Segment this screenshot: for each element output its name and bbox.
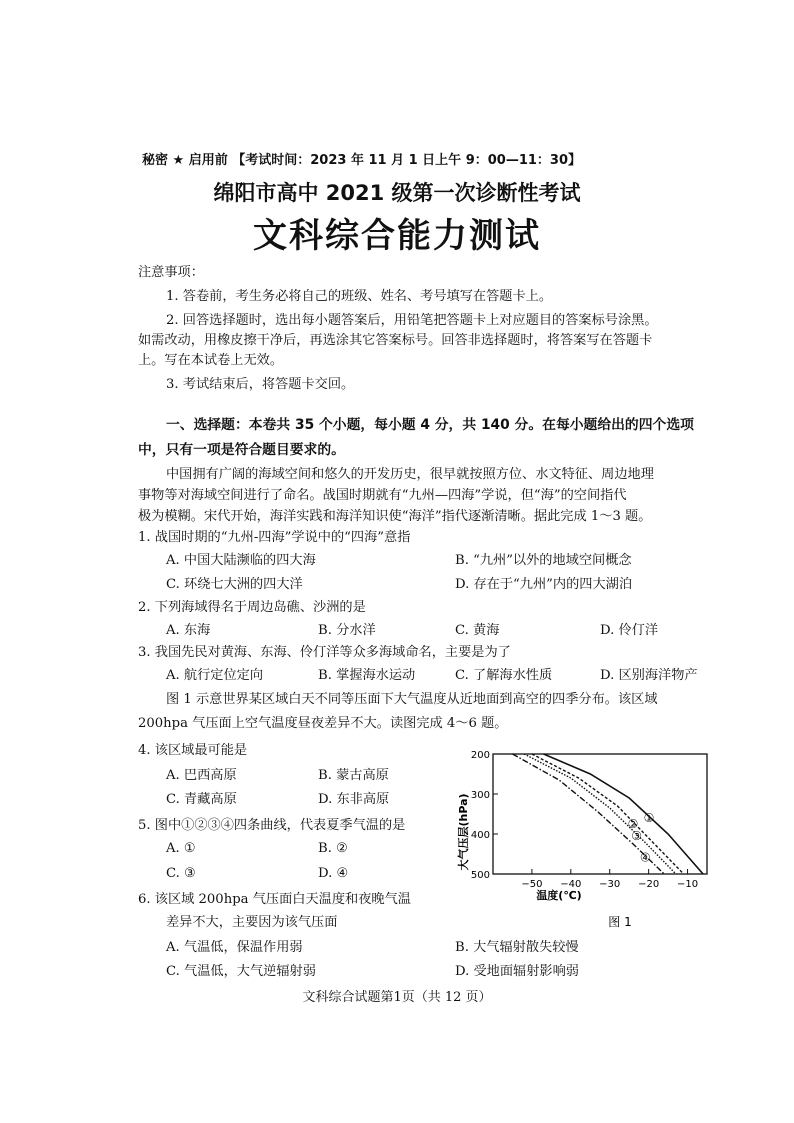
q1-option-a: A. 中国大陆濒临的四大海 [166,553,316,568]
notice-item-2-line-3: 上。写在本试卷上无效。 [138,353,284,368]
q4-option-c: C. 青藏高原 [166,792,237,807]
exam-name: 绵阳市高中 2021 级第一次诊断性考试 [213,181,581,205]
series-line-2 [532,754,684,874]
secret-line: 秘密 ★ 启用前 【考试时间：2023 年 11 月 1 日上午 9：00—11：30】 [142,153,582,168]
q4-stem: 4. 该区域最可能是 [138,743,248,758]
q3-stem: 3. 我国先民对黄海、东海、伶仃洋等众多海域命名，主要是为了 [138,645,511,660]
x-tick-label: −50 [521,879,543,890]
figure-1-chart [455,744,715,934]
q6-stem-line-1: 6. 该区域 200hpa 气压面白天温度和夜晚气温 [138,892,411,907]
q1-option-b: B. “九州”以外的地域空间概念 [455,553,632,568]
q5-option-c: C. ③ [166,866,196,881]
y-tick-label: 200 [470,750,490,761]
q2-option-a: A. 东海 [166,623,211,638]
y-tick-label: 500 [470,870,490,881]
x-tick-label: −30 [599,879,621,890]
q2-option-d: D. 伶仃洋 [600,623,659,638]
series-label-3: ③ [631,829,643,843]
notice-item-3: 3. 考试结束后，将答题卡交回。 [166,377,355,392]
series-label-1: ① [643,811,655,825]
passage-1-line-1: 中国拥有广阔的海域空间和悠久的开发历史，很早就按照方位、水文特征、周边地理 [166,467,654,482]
notice-item-2-line-2: 如需改动，用橡皮擦干净后，再选涂其它答案标号。回答非选择题时，将答案写在答题卡 [138,333,653,348]
x-tick-label: −10 [676,879,699,890]
notice-item-1: 1. 答卷前，考生务必将自己的班级、姓名、考号填写在答题卡上。 [166,289,553,304]
q1-stem: 1. 战国时期的“九州-四海”学说中的“四海”意指 [138,530,411,545]
passage-1-line-3: 极为模糊。宋代开始，海洋实践和海洋知识使“海洋”指代逐渐清晰。据此完成 1～3 题。 [138,509,652,524]
x-tick-label: −20 [638,879,660,890]
q1-option-d: D. 存在于“九州”内的四大湖泊 [455,577,633,592]
notice-item-2-line-1: 2. 回答选择题时，选出每小题答案后，用铅笔把答题卡上对应题目的答案标号涂黑。 [166,313,658,328]
q4-option-b: B. 蒙古高原 [318,768,389,783]
q3-option-b: B. 掌握海水运动 [318,668,416,683]
q2-option-b: B. 分水洋 [318,623,376,638]
q6-option-b: B. 大气辐射散失较慢 [455,940,579,955]
passage-1-line-2: 事物等对海域空间进行了命名。战国时期就有“九州—四海”学说，但“海”的空间指代 [138,488,627,503]
q5-option-d: D. ④ [318,866,349,881]
series-line-1 [544,754,704,874]
q3-option-a: A. 航行定位定向 [166,668,264,683]
section-1-heading-line-1: 一、选择题：本卷共 35 个小题，每小题 4 分，共 140 分。在每小题给出的四个选项 [166,417,694,433]
q5-option-a: A. ① [166,841,196,856]
q6-option-a: A. 气温低，保温作用弱 [166,940,303,955]
notice-heading: 注意事项： [138,265,204,280]
y-tick-label: 400 [470,830,490,841]
y-tick-label: 300 [470,790,490,801]
q6-option-c: C. 气温低，大气逆辐射弱 [166,964,316,979]
q3-option-d: D. 区别海洋物产 [600,668,698,683]
q6-option-d: D. 受地面辐射影响弱 [455,964,579,979]
passage-2-line-2: 200hpa 气压面上空气温度昼夜差异不大。读图完成 4～6 题。 [138,716,508,731]
passage-2-line-1: 图 1 示意世界某区域白天不同等压面下大气温度从近地面到高空的四季分布。该区域 [166,692,658,707]
q5-stem: 5. 图中①②③④四条曲线，代表夏季气温的是 [138,818,406,833]
y-axis-label: 大气压层(hPa) [457,793,470,871]
page-footer: 文科综合试题第1页（共 12 页） [302,990,492,1005]
q4-option-a: A. 巴西高原 [166,768,237,783]
series-label-4: ④ [639,850,651,865]
subject-title: 文科综合能力测试 [253,216,541,256]
q4-option-d: D. 东非高原 [318,792,390,807]
q3-option-c: C. 了解海水性质 [455,668,553,683]
q5-option-b: B. ② [318,841,348,856]
q2-stem: 2. 下列海域得名于周边岛礁、沙洲的是 [138,600,366,615]
series-label-2: ② [627,817,639,831]
q2-option-c: C. 黄海 [455,623,500,638]
x-axis-label: 温度(℃) [536,889,582,902]
q1-option-c: C. 环绕七大洲的四大洋 [166,577,303,592]
x-tick-label: −40 [560,879,582,890]
section-1-heading-line-2: 中，只有一项是符合题目要求的。 [138,442,345,458]
figure-caption: 图 1 [608,915,632,929]
q6-stem-line-2: 差异不大，主要因为该气压面 [166,915,338,930]
